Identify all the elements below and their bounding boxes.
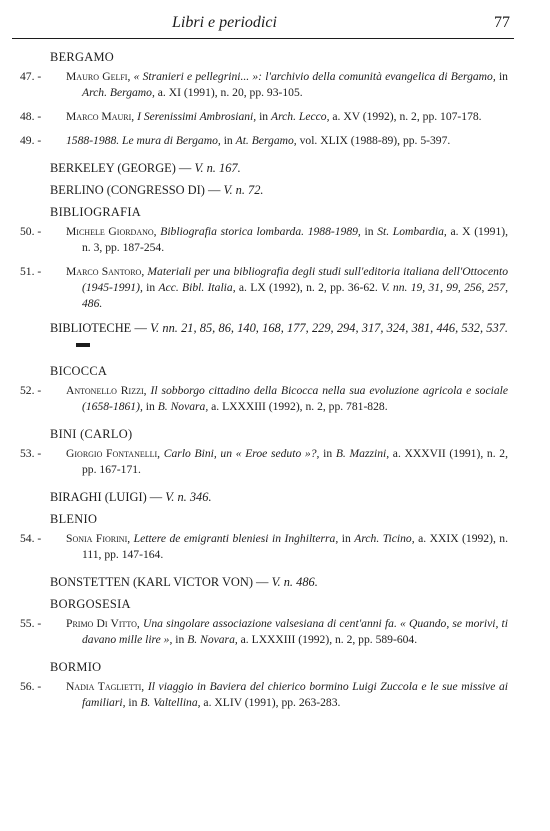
entry-title: « Stranieri e pellegrini... »: l'archivio della comunità evangelica di Bergamo,	[133, 70, 496, 83]
entry-journal: Arch. Bergamo,	[82, 86, 155, 99]
entry-details: a. XV (1992), n. 2, pp. 107-178.	[329, 110, 482, 123]
entry-50	[0, 224, 550, 256]
entry-details: a. LXXXIII (1992), n. 2, pp. 781-828.	[208, 400, 388, 413]
header-rule	[12, 38, 514, 39]
entry-author: Nadia Taglietti,	[66, 680, 145, 693]
entry-details: vol. XLIX (1988-89), pp. 5-397.	[296, 134, 451, 147]
entry-journal: Arch. Lecco,	[271, 110, 330, 123]
xref-target: V. n. 346.	[165, 490, 212, 504]
entry-55	[0, 616, 550, 648]
entry-title: Una singolare associazione valsesiana di cent'anni fa. « Quando, se morivi, ti davano mille lire »,	[82, 617, 508, 646]
entry-in: in	[142, 400, 158, 413]
heading-borgosesia: BORGOSESIA	[50, 597, 131, 611]
heading-blenio: BLENIO	[50, 512, 98, 526]
entry-journal: St. Lombardia,	[377, 225, 447, 238]
entry-in: in	[172, 633, 188, 646]
entry-in: in	[142, 281, 159, 294]
entry-number: 48. -	[20, 110, 42, 123]
running-title: Libri e periodici	[172, 14, 277, 31]
entry-author: Giorgio Fontanelli,	[66, 447, 161, 460]
page-number: 77	[494, 14, 510, 31]
entry-journal: Acc. Bibl. Italia,	[158, 281, 236, 294]
entry-title: Materiali per una bibliografia degli studi sull'editoria italiana dell'Ottocento (1945-1991),	[82, 265, 508, 294]
entry-number: 49. -	[20, 134, 42, 147]
entry-number: 55. -	[20, 617, 42, 630]
entry-title: Il sobborgo cittadino della Bicocca nella sua evoluzione agricola e sociale (1658-1861),	[82, 384, 508, 413]
entry-48	[0, 109, 550, 125]
entry-54	[0, 531, 550, 563]
entry-details: a. XXIX (1992), n. 111, pp. 147-164.	[82, 532, 509, 561]
heading-bini: BINI (CARLO)	[50, 427, 133, 441]
running-header	[0, 14, 550, 36]
entry-author: Mauro Gelfi,	[66, 70, 131, 83]
entry-in: in	[125, 696, 141, 709]
entry-number: 54. -	[20, 532, 42, 545]
entry-journal: At. Bergamo,	[235, 134, 297, 147]
xref-bonstetten	[50, 571, 508, 593]
entry-49	[0, 133, 550, 149]
entry-crossref: V. nn. 19, 31, 99, 256, 257, 486.	[82, 281, 508, 310]
entry-author: Sonia Fiorini,	[66, 532, 131, 545]
xref-target: V. n. 486.	[271, 575, 318, 589]
entry-journal: B. Valtellina,	[140, 696, 201, 709]
entry-number: 51. -	[20, 265, 42, 278]
entry-52	[0, 383, 550, 415]
entry-author: Michele Giordano,	[66, 225, 157, 238]
entry-title: Lettere de emigranti bleniesi in Inghilterra,	[133, 532, 339, 545]
entry-details: a. X (1991), n. 3, pp. 187-254.	[82, 225, 508, 254]
heading-bormio: BORMIO	[50, 660, 102, 674]
entry-in: in	[319, 447, 336, 460]
xref-target: V. n. 167.	[194, 161, 241, 175]
entry-in: in	[220, 134, 236, 147]
heading-bicocca: BICOCCA	[50, 364, 108, 378]
heading-bergamo: BERGAMO	[50, 50, 115, 64]
entry-in: in	[338, 532, 355, 545]
entry-details: a. XLIV (1991), pp. 263-283.	[200, 696, 341, 709]
xref-berkeley	[50, 157, 508, 179]
entry-title: Bibliografia storica lombarda. 1988-1989,	[160, 225, 361, 238]
entry-details: a. LXXXIII (1992), n. 2, pp. 589-604.	[237, 633, 418, 646]
entry-details: a. XXXVII (1991), n. 2, pp. 167-171.	[82, 447, 508, 476]
entry-in: in	[495, 70, 508, 83]
xref-heading: BERLINO (CONGRESSO DI) —	[50, 183, 221, 197]
entry-number: 52. -	[20, 384, 42, 397]
entry-number: 47. -	[20, 70, 42, 83]
entry-47	[0, 69, 550, 101]
entry-in: in	[360, 225, 378, 238]
xref-target: V. nn. 21, 85, 86, 140, 168, 177, 229, 294, 317, 324, 381, 446, 532, 537.	[150, 321, 508, 335]
entry-title: Carlo Bini, un « Eroe seduto »?,	[163, 447, 320, 460]
entry-51	[0, 264, 550, 312]
xref-berlino	[50, 179, 508, 201]
entry-details: a. LX (1992), n. 2, pp. 36-62.	[235, 281, 378, 294]
entry-title: 1588-1988. Le mura di Bergamo,	[66, 134, 221, 147]
entry-56	[0, 679, 550, 711]
ink-mark	[76, 343, 90, 347]
entry-number: 56. -	[20, 680, 42, 693]
entry-journal: B. Novara,	[157, 400, 209, 413]
entry-in: in	[256, 110, 271, 123]
entry-journal: Arch. Ticino,	[354, 532, 415, 545]
entry-author: Marco Santoro,	[66, 265, 145, 278]
entry-journal: B. Mazzini,	[335, 447, 390, 460]
xref-heading: BIRAGHI (LUIGI) —	[50, 490, 163, 504]
entry-journal: B. Novara,	[187, 633, 238, 646]
entry-number: 50. -	[20, 225, 42, 238]
entry-author: Marco Mauri,	[66, 110, 135, 123]
entry-number: 53. -	[20, 447, 42, 460]
entry-title: Il viaggio in Baviera del chierico bormino Luigi Zuccola e le sue missive ai familiari,	[82, 680, 508, 709]
xref-heading: BERKELEY (GEORGE) —	[50, 161, 192, 175]
xref-heading: BIBLIOTECHE —	[50, 321, 147, 335]
entry-details: a. XI (1991), n. 20, pp. 93-105.	[154, 86, 303, 99]
xref-biblioteche	[50, 320, 508, 352]
entry-53	[0, 446, 550, 478]
xref-target: V. n. 72.	[223, 183, 264, 197]
entry-author: Primo Di Vitto,	[66, 617, 140, 630]
entry-title: I Serenissimi Ambrosiani,	[137, 110, 257, 123]
xref-biraghi	[50, 486, 508, 508]
heading-bibliografia: BIBLIOGRAFIA	[50, 205, 142, 219]
xref-heading: BONSTETTEN (KARL VICTOR VON) —	[50, 575, 269, 589]
index-body	[0, 46, 550, 719]
entry-author: Antonello Rizzi,	[66, 384, 147, 397]
